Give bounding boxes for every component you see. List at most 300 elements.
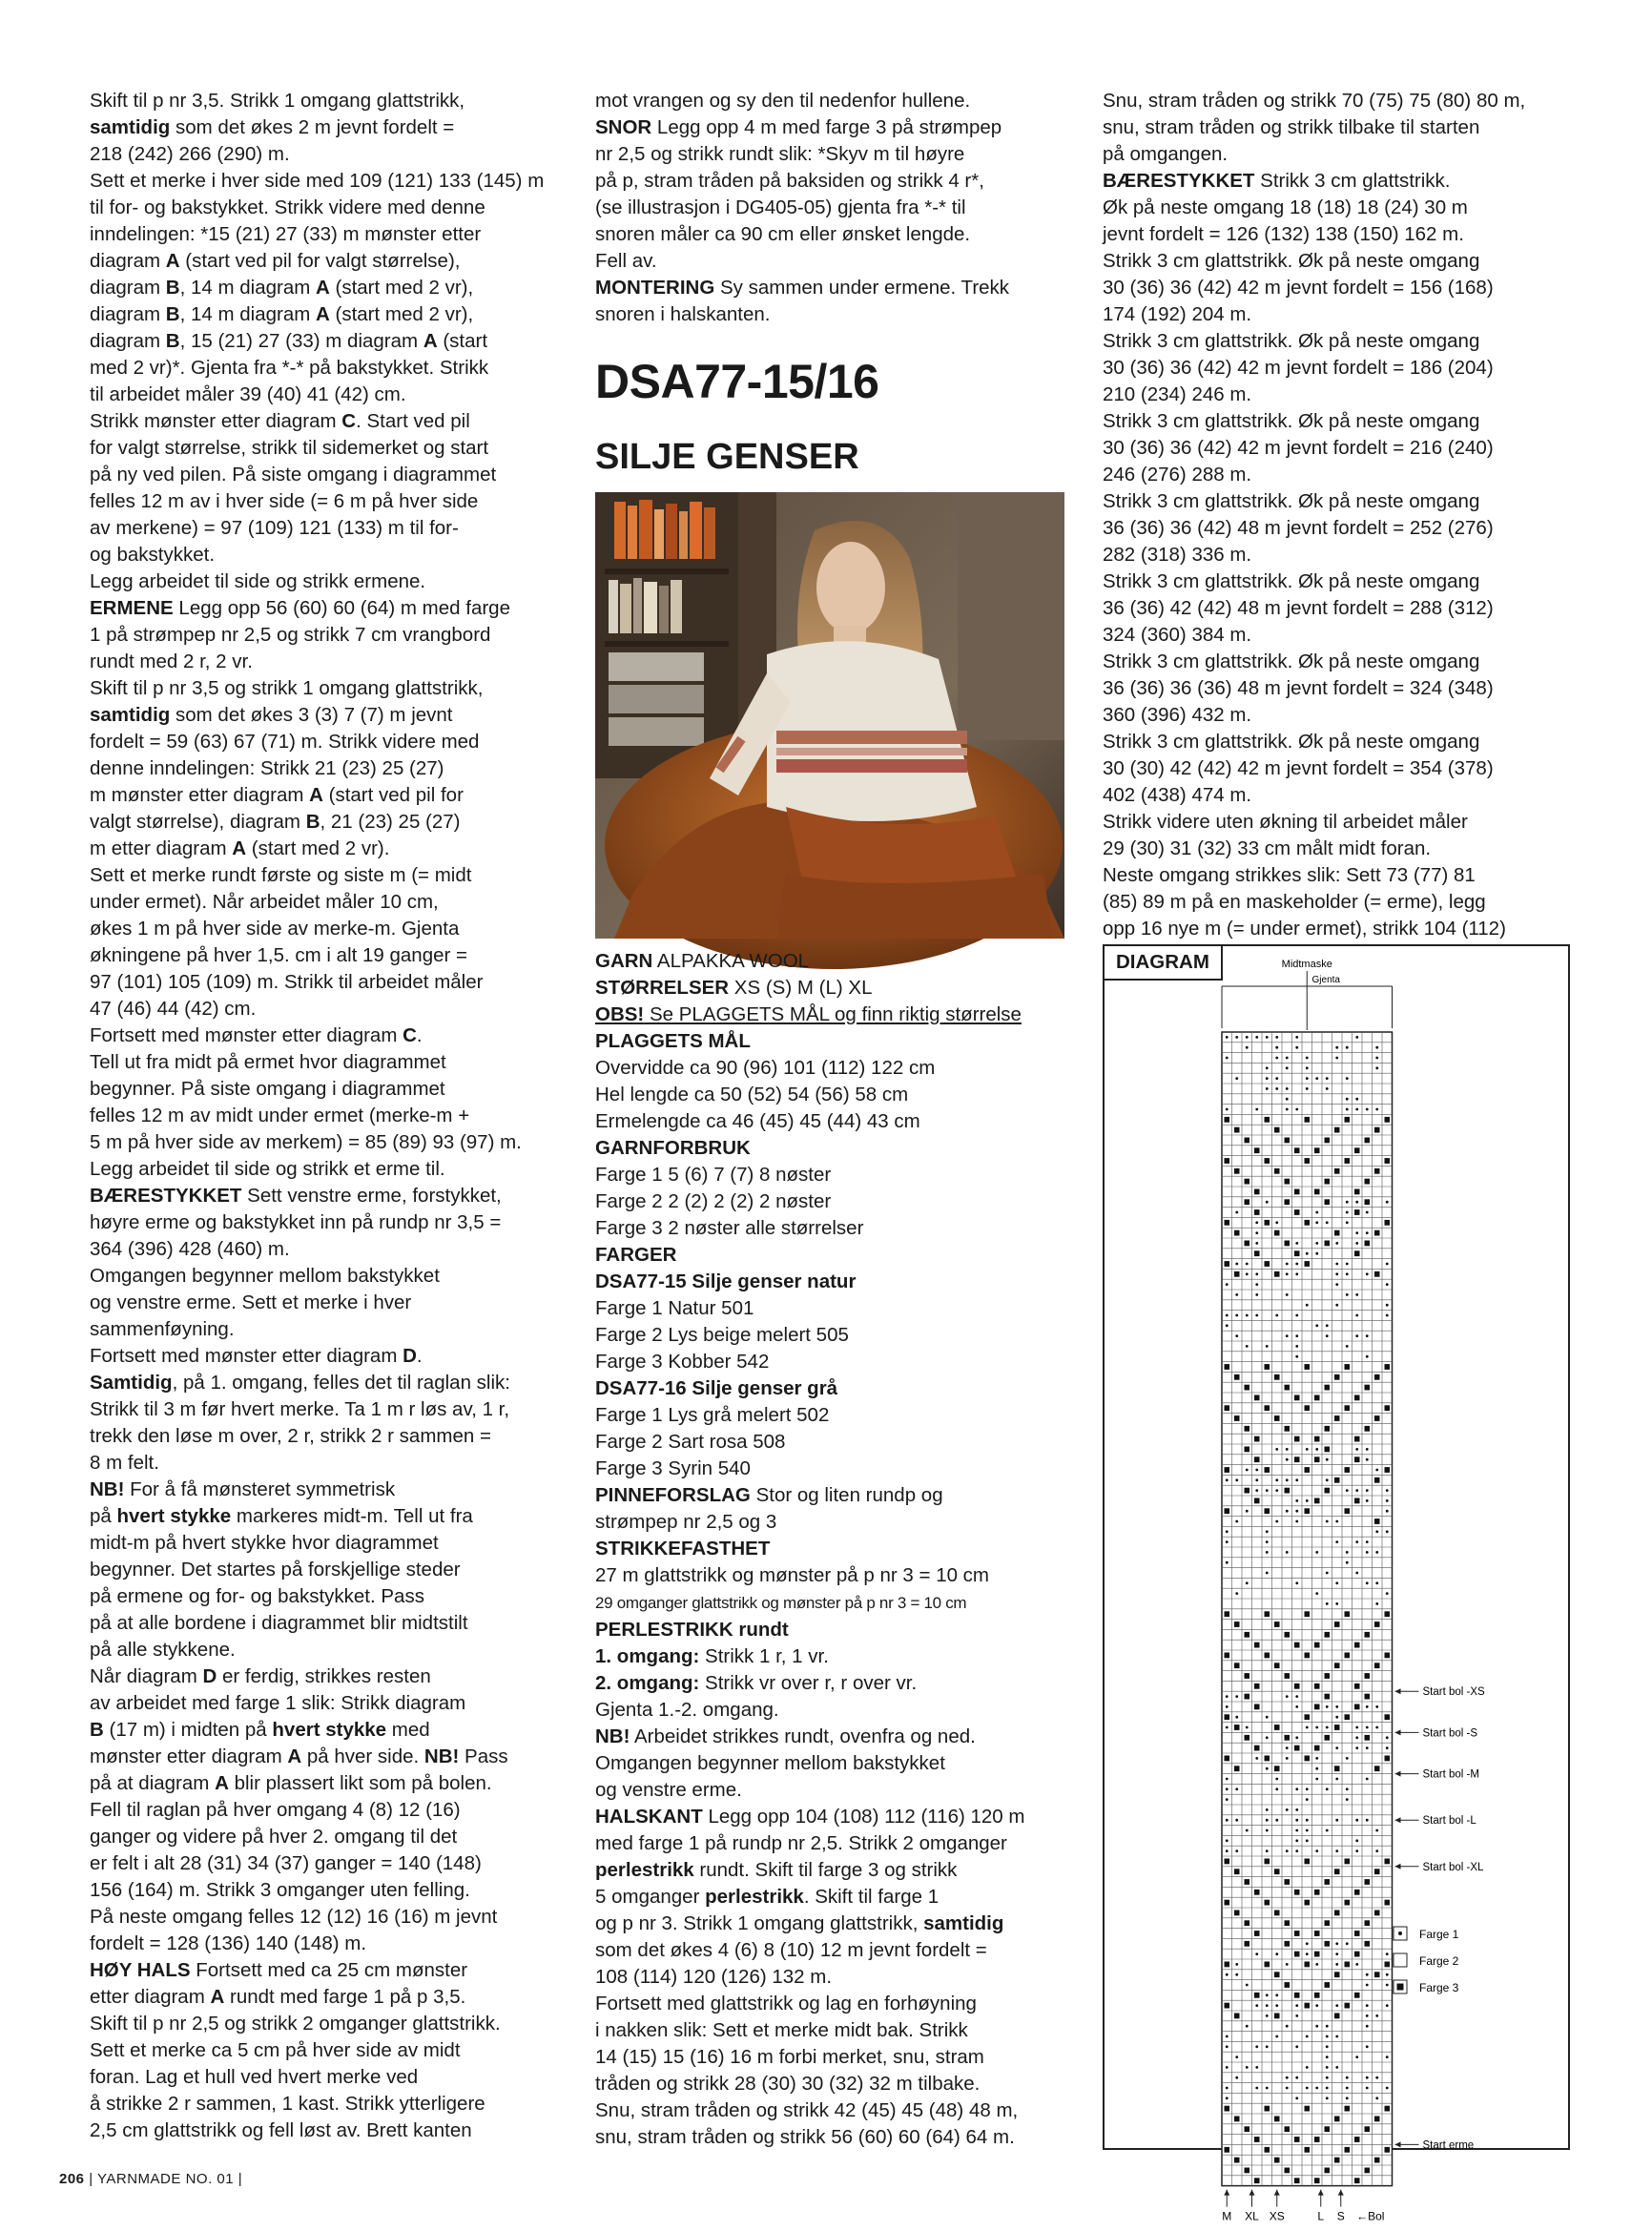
text-line: [90, 782, 567, 809]
chart-cell-farge3: [1285, 1920, 1291, 1926]
chart-cell-farge1: [1246, 1036, 1249, 1039]
chart-cell-farge3: [1325, 1199, 1331, 1205]
chart-cell-farge1: [1346, 1272, 1349, 1275]
chart-cell-farge1: [1266, 1808, 1269, 1811]
text-line: [90, 1530, 567, 1557]
chart-cell-farge1: [1226, 1695, 1229, 1698]
chart-cell-farge3: [1305, 1714, 1311, 1720]
chart-cell-farge1: [1346, 1263, 1349, 1266]
chart-cell-farge3: [1385, 1611, 1391, 1617]
chart-cell-farge1: [1235, 1592, 1238, 1595]
chart-cell-farge1: [1315, 1221, 1318, 1224]
chart-cell-farge1: [1386, 1314, 1389, 1317]
chart-cell-farge1: [1295, 1819, 1298, 1822]
chart-cell-farge3: [1285, 1488, 1291, 1494]
chart-cell-farge1: [1226, 1705, 1229, 1708]
chart-cell-farge3: [1305, 1405, 1311, 1411]
side-arrowhead: [1395, 2141, 1401, 2147]
chart-cell-farge3: [1245, 1488, 1250, 1494]
chart-cell-farge3: [1365, 2168, 1371, 2174]
chart-cell-farge3: [1354, 1250, 1360, 1256]
chart-cell-farge3: [1325, 1426, 1331, 1432]
chart-cell-farge1: [1295, 1036, 1298, 1039]
chart-cell-farge3: [1234, 1663, 1240, 1668]
chart-cell-farge3: [1325, 1632, 1331, 1638]
chart-cell-farge1: [1246, 1510, 1249, 1513]
chart-cell-farge1: [1295, 1695, 1298, 1698]
text-line: [595, 1028, 1072, 1055]
chart-cell-farge3: [1314, 2178, 1320, 2183]
chart-cell-farge1: [1246, 1984, 1249, 1987]
chart-cell-farge3: [1265, 1405, 1270, 1411]
chart-cell-farge1: [1255, 1242, 1258, 1245]
chart-cell-farge1: [1386, 1510, 1389, 1513]
chart-cell-farge3: [1345, 1117, 1351, 1123]
chart-cell-farge3: [1234, 1168, 1240, 1174]
chart-cell-farge3: [1365, 2126, 1371, 2132]
chart-cell-farge3: [1325, 1694, 1331, 1700]
legend-label: Farge 3: [1419, 1981, 1459, 1994]
chart-cell-farge1: [1246, 2025, 1249, 2028]
text-line: 324 (360) 384 m.: [1103, 624, 1252, 646]
chart-cell-farge1: [1235, 1036, 1238, 1039]
text-line: [595, 1135, 1072, 1162]
text-line: 27 m glattstrikk og mønster på p nr 3 = 10 cm: [595, 1564, 990, 1586]
text-line: mot vrangen og sy den til nedenfor hullene.: [595, 90, 971, 112]
chart-cell-farge3: [1345, 1714, 1351, 1720]
text-line: 30 (36) 36 (42) 42 m jevnt fordelt = 186 (204): [1103, 357, 1494, 379]
chart-cell-farge3: [1345, 1364, 1351, 1370]
text-line: 2,5 cm glattstrikk og fell løst av. Brett kanten: [90, 2119, 472, 2141]
chart-cell-farge3: [1325, 1488, 1331, 1494]
text-line: [90, 1717, 567, 1744]
chart-cell-farge3: [1294, 2137, 1300, 2142]
chart-cell-farge3: [1225, 2003, 1230, 2009]
chart-cell-farge3: [1385, 1117, 1391, 1123]
chart-cell-farge1: [1375, 1530, 1378, 1533]
chart-cell-farge1: [1275, 1087, 1278, 1090]
chart-cell-farge1: [1315, 1448, 1318, 1451]
text-line: på p, stram tråden på baksiden og strikk 4 r*,: [595, 170, 984, 192]
chart-cell-farge1: [1226, 2035, 1229, 2038]
chart-cell-farge1: [1375, 1551, 1378, 1554]
text-line: Farge 3 Kobber 542: [595, 1351, 770, 1373]
bottom-arrowhead: [1318, 2190, 1324, 2196]
chart-cell-farge1: [1335, 2004, 1338, 2007]
chart-cell-farge1: [1306, 2087, 1309, 2090]
text-segment: 2. omgang:: [595, 1672, 700, 1694]
chart-cell-farge1: [1235, 1716, 1238, 1719]
text-line: Snu, stram tråden og strikk 42 (45) 45 (48) 48 m,: [595, 2099, 1019, 2121]
text-line: [595, 1857, 1072, 1884]
chart-cell-farge1: [1375, 1046, 1378, 1049]
text-segment: PINNEFORSLAG: [595, 1484, 751, 1506]
text-line: (85) 89 m på en maskeholder (= erme), legg: [1103, 891, 1486, 913]
chart-cell-farge1: [1226, 1778, 1229, 1781]
chart-cell-farge3: [1265, 2147, 1270, 2153]
text-line: Sett et merke i hver side med 109 (121) 133 (145) m: [90, 170, 545, 192]
text-line: snu, stram tråden og strikk 56 (60) 60 (64) 64 m.: [595, 2126, 1015, 2148]
chart-cell-farge1: [1366, 1984, 1369, 1987]
chart-cell-farge1: [1235, 1819, 1238, 1822]
text-segment: C: [341, 410, 357, 432]
chart-cell-farge1: [1386, 2004, 1389, 2007]
text-segment: Strikk mønster etter diagram: [90, 410, 342, 432]
text-segment: A: [309, 784, 323, 806]
chart-cell-farge1: [1335, 1716, 1338, 1719]
chart-cell-farge1: [1286, 1263, 1289, 1266]
pattern-name-title: SILJE GENSER: [595, 437, 859, 477]
text-line: 36 (36) 42 (42) 48 m jevnt fordelt = 288 (312): [1103, 597, 1494, 619]
page-number: 206: [59, 2171, 85, 2187]
chart-cell-farge1: [1386, 1530, 1389, 1533]
chart-cell-farge1: [1355, 2055, 1358, 2058]
text-line: [90, 1957, 567, 1984]
chart-cell-farge3: [1314, 1931, 1320, 1936]
text-segment: som det økes 3 (3) 7 (7) m jevnt: [170, 704, 453, 726]
chart-cell-farge1: [1355, 1489, 1358, 1492]
chart-cell-farge1: [1286, 1551, 1289, 1554]
text-segment: og p nr 3. Strikk 1 omgang glattstrikk,: [595, 1912, 924, 1934]
text-segment: 5 omganger: [595, 1886, 706, 1908]
text-line: 1 på strømpep nr 2,5 og strikk 7 cm vrangbord: [90, 624, 491, 646]
text-segment: B: [165, 277, 180, 299]
pattern-code-title: DSA77-15/16: [595, 355, 879, 408]
chart-cell-farge3: [1265, 1508, 1270, 1514]
chart-cell-farge1: [1255, 1231, 1258, 1234]
text-line: Gjenta 1.-2. omgang.: [595, 1699, 779, 1721]
chart-cell-farge1: [1235, 1973, 1238, 1976]
chart-cell-farge1: [1355, 1242, 1358, 1245]
chart-cell-farge1: [1226, 2087, 1229, 2090]
text-line: [90, 809, 567, 836]
chart-cell-farge1: [1366, 1489, 1369, 1492]
side-arrowhead: [1395, 1688, 1401, 1694]
chart-cell-farge1: [1355, 1726, 1358, 1729]
chart-cell-farge3: [1245, 1735, 1250, 1741]
chart-cell-farge1: [1266, 2045, 1269, 2048]
chart-cell-farge1: [1306, 1304, 1309, 1307]
text-line: jevnt fordelt = 126 (132) 138 (150) 162 m.: [1103, 223, 1464, 245]
chart-cell-farge1: [1386, 1499, 1389, 1502]
chart-cell-farge1: [1235, 1263, 1238, 1266]
chart-cell-farge3: [1385, 1364, 1391, 1370]
text-segment: C: [403, 1024, 417, 1046]
chart-cell-farge1: [1335, 1705, 1338, 1708]
chart-cell-farge1: [1306, 1087, 1309, 1090]
text-segment: MONTERING: [595, 277, 715, 299]
chart-cell-farge1: [1366, 1540, 1369, 1543]
text-line: Farge 3 Syrin 540: [595, 1457, 751, 1479]
chart-cell-farge1: [1355, 1963, 1358, 1966]
text-line: fordelt = 59 (63) 67 (71) m. Strikk videre med: [90, 731, 480, 753]
text-segment: ERMENE: [90, 597, 174, 619]
chart-cell-farge1: [1266, 1489, 1269, 1492]
chart-cell-farge3: [1334, 1622, 1340, 1627]
chart-cell-farge1: [1335, 1819, 1338, 1822]
text-line: [90, 836, 567, 862]
text-line: med farge 1 på rundp nr 2,5. Strikk 2 omganger: [595, 1832, 1007, 1854]
chart-cell-farge3: [1305, 1364, 1311, 1370]
legend-label: Farge 2: [1419, 1954, 1459, 1968]
chart-cell-farge1: [1226, 1283, 1229, 1286]
chart-cell-farge1: [1235, 1478, 1238, 1481]
text-line: 47 (46) 44 (42) cm.: [90, 998, 257, 1020]
text-line: Sett et merke ca 5 cm på hver side av midt: [90, 2039, 461, 2061]
text-segment: diagram: [90, 330, 166, 352]
chart-cell-farge1: [1366, 1819, 1369, 1822]
chart-cell-farge3: [1294, 1993, 1300, 1998]
chart-cell-farge1: [1226, 1787, 1229, 1790]
chart-cell-farge3: [1245, 1199, 1250, 1205]
text-line: 360 (396) 432 m.: [1103, 704, 1252, 726]
chart-cell-farge3: [1234, 1374, 1240, 1380]
text-line: 210 (234) 246 m.: [1103, 383, 1252, 405]
text-line: til arbeidet måler 39 (40) 41 (42) cm.: [90, 383, 406, 405]
text-line: [595, 1643, 1072, 1670]
chart-cell-farge1: [1386, 1736, 1389, 1739]
chart-cell-farge1: [1335, 1746, 1338, 1749]
text-segment: GARN: [595, 950, 653, 972]
chart-cell-farge3: [1225, 1859, 1230, 1865]
chart-cell-farge1: [1375, 1829, 1378, 1832]
text-column-2: [595, 88, 1072, 2151]
text-line: og bakstykket.: [90, 544, 216, 566]
chart-cell-farge1: [1295, 2045, 1298, 2048]
chart-cell-farge1: [1295, 1263, 1298, 1266]
chart-cell-farge1: [1355, 1231, 1358, 1234]
chart-cell-farge3: [1374, 1230, 1380, 1236]
chart-cell-farge3: [1305, 1261, 1311, 1267]
chart-cell-farge1: [1295, 1345, 1298, 1348]
chart-cell-farge1: [1346, 1798, 1349, 1801]
chart-cell-farge3: [1325, 1447, 1331, 1453]
text-segment: på at diagram: [90, 1772, 216, 1794]
chart-cell-farge1: [1255, 1293, 1258, 1296]
chart-cell-farge3: [1265, 1158, 1270, 1164]
bottom-label: ←Bol: [1356, 2209, 1385, 2223]
chart-cell-farge1: [1375, 1057, 1378, 1060]
text-segment: Sett venstre erme, forstykket,: [241, 1185, 502, 1207]
chart-cell-farge1: [1255, 1036, 1258, 1039]
chart-cell-farge1: [1275, 1036, 1278, 1039]
text-line: Strikk 3 cm glattstrikk. Øk på neste omgang: [1103, 570, 1480, 592]
chart-cell-farge1: [1346, 1293, 1349, 1296]
chart-cell-farge1: [1315, 1757, 1318, 1760]
chart-cell-farge1: [1295, 1242, 1298, 1245]
chart-cell-farge1: [1315, 1551, 1318, 1554]
chart-cell-farge1: [1266, 1530, 1269, 1533]
chart-cell-farge1: [1386, 1952, 1389, 1955]
chart-cell-farge1: [1355, 1839, 1358, 1842]
text-segment: SNOR: [595, 116, 652, 138]
text-line: 246 (276) 288 m.: [1103, 464, 1252, 485]
chart-cell-farge1: [1275, 1448, 1278, 1451]
chart-cell-farge3: [1294, 2178, 1300, 2183]
chart-cell-farge1: [1295, 2004, 1298, 2007]
text-line: foran. Lag et hull ved hvert merke ved: [90, 2066, 419, 2088]
chart-cell-farge1: [1326, 1077, 1329, 1080]
text-segment: NB!: [595, 1725, 630, 1747]
text-line: økes 1 m på hver side av merke-m. Gjenta: [90, 918, 460, 940]
chart-cell-farge3: [1294, 1147, 1300, 1153]
chart-cell-farge3: [1265, 1756, 1270, 1762]
chart-cell-farge1: [1335, 1242, 1338, 1245]
chart-cell-farge1: [1386, 1973, 1389, 1976]
text-segment: midt-m på hvert stykke hvor diagrammet: [90, 1532, 439, 1554]
chart-cell-farge1: [1326, 2035, 1329, 2038]
chart-cell-farge3: [1334, 1415, 1340, 1421]
chart-cell-farge3: [1354, 1189, 1360, 1195]
chart-cell-farge3: [1314, 1456, 1320, 1462]
text-line: 30 (36) 36 (42) 42 m jevnt fordelt = 216 (240): [1103, 437, 1494, 459]
text-line: [595, 1724, 1072, 1750]
text-line: 108 (114) 120 (126) 132 m.: [595, 1966, 833, 1988]
chart-cell-farge1: [1355, 1314, 1358, 1317]
text-line: 402 (438) 474 m.: [1103, 784, 1252, 806]
text-line: Legg arbeidet til side og strikk ermene.: [90, 570, 426, 592]
chart-cell-farge3: [1374, 1477, 1380, 1483]
chart-cell-farge1: [1295, 1829, 1298, 1832]
text-line: av merkene) = 97 (109) 121 (133) m til for-: [90, 517, 459, 539]
chart-cell-farge3: [1274, 1911, 1280, 1916]
chart-cell-farge3: [1254, 1250, 1260, 1256]
text-segment: diagram: [90, 303, 166, 325]
chart-cell-farge3: [1294, 1395, 1300, 1401]
chart-cell-farge1: [1335, 1046, 1338, 1049]
chart-cell-farge1: [1375, 1602, 1378, 1605]
chart-cell-farge1: [1295, 1736, 1298, 1739]
chart-cell-farge3: [1305, 1900, 1311, 1906]
text-line: [90, 408, 567, 435]
text-segment: Fortsett med mønster etter diagram: [90, 1345, 403, 1367]
text-segment: Stor og liten rundp og: [750, 1484, 943, 1506]
chart-cell-farge1: [1266, 1829, 1269, 1832]
chart-cell-farge1: [1266, 1540, 1269, 1543]
chart-cell-farge1: [1306, 1829, 1309, 1832]
text-line: av arbeidet med farge 1 slik: Strikk diagram: [90, 1692, 466, 1714]
text-line: i nakken slik: Sett et merke midt bak. Strikk: [595, 2019, 968, 2041]
text-line: Fortsett med glattstrikk og lag en forhøyning: [595, 1993, 977, 2014]
chart-cell-farge3: [1374, 2158, 1380, 2163]
chart-cell-farge3: [1314, 1498, 1320, 1504]
chart-cell-farge3: [1274, 1230, 1280, 1236]
chart-cell-farge1: [1226, 1530, 1229, 1533]
chart-cell-farge1: [1326, 2087, 1329, 2090]
text-segment: Arbeidet strikkes rundt, ovenfra og ned.: [630, 1725, 976, 1747]
bottom-label: M: [1222, 2209, 1232, 2223]
chart-cell-farge1: [1266, 1767, 1269, 1770]
chart-cell-farge1: [1346, 1787, 1349, 1790]
chart-cell-farge1: [1275, 1819, 1278, 1822]
chart-cell-farge3: [1354, 1209, 1360, 1215]
chart-cell-farge1: [1226, 2045, 1229, 2048]
chart-cell-farge1: [1326, 1726, 1329, 1729]
text-line: på ermene og for- og bakstykket. Pass: [90, 1585, 424, 1607]
chart-cell-farge1: [1275, 1993, 1278, 1996]
chart-cell-farge3: [1365, 1426, 1371, 1432]
chart-cell-farge3: [1374, 1271, 1380, 1277]
text-segment: PERLESTRIKK rundt: [595, 1619, 789, 1641]
text-line: Sett et merke rundt første og siste m (= midt: [90, 864, 472, 886]
chart-cell-farge3: [1305, 1117, 1311, 1123]
chart-cell-farge1: [1286, 1849, 1289, 1852]
bottom-arrowhead: [1274, 2190, 1280, 2196]
chart-cell-farge3: [1254, 1642, 1260, 1648]
text-segment: (start: [437, 330, 488, 352]
chart-cell-farge1: [1326, 1324, 1329, 1327]
text-segment: DSA77-15 Silje genser natur: [595, 1270, 857, 1292]
chart-cell-farge3: [1365, 1920, 1371, 1926]
chart-cell-farge3: [1245, 1920, 1250, 1926]
chart-cell-farge1: [1375, 1849, 1378, 1852]
chart-cell-farge1: [1326, 1478, 1329, 1481]
chart-cell-farge1: [1266, 1551, 1269, 1554]
side-label: Start bol -XL: [1422, 1861, 1484, 1873]
chart-cell-farge1: [1366, 2014, 1369, 2017]
legend-square: [1397, 1984, 1404, 1991]
text-segment: XS (S) M (L) XL: [729, 977, 873, 999]
chart-cell-farge1: [1246, 1046, 1249, 1049]
chart-cell-farge3: [1294, 1890, 1300, 1895]
chart-cell-farge1: [1326, 2066, 1329, 2069]
chart-cell-farge3: [1325, 1941, 1331, 1947]
text-line: Strikk til 3 m før hvert merke. Ta 1 m r løs av, 1 r,: [90, 1398, 510, 1420]
text-segment: HØY HALS: [90, 1959, 191, 1981]
chart-cell-farge1: [1295, 1787, 1298, 1790]
side-arrowhead: [1395, 1771, 1401, 1777]
chart-cell-farge1: [1386, 1263, 1389, 1266]
chart-cell-farge1: [1226, 2066, 1229, 2069]
chart-cell-farge1: [1315, 1849, 1318, 1852]
text-line: inndelingen: *15 (21) 27 (33) m mønster etter: [90, 223, 482, 245]
chart-cell-farge3: [1265, 1611, 1270, 1617]
chart-cell-farge1: [1355, 1036, 1358, 1039]
chart-cell-farge3: [1234, 1271, 1240, 1277]
chart-cell-farge1: [1226, 1849, 1229, 1852]
chart-cell-farge1: [1226, 1561, 1229, 1564]
chart-cell-farge1: [1355, 1098, 1358, 1101]
chart-cell-farge3: [1365, 1735, 1371, 1741]
text-segment: . Skift til farge 1: [803, 1886, 940, 1908]
text-segment: A: [316, 303, 330, 325]
chart-cell-farge3: [1225, 1405, 1230, 1411]
chart-cell-farge1: [1375, 1581, 1378, 1584]
chart-cell-farge3: [1385, 2147, 1391, 2153]
chart-cell-farge1: [1326, 1087, 1329, 1090]
chart-cell-farge1: [1306, 1057, 1309, 1060]
chart-cell-farge3: [1345, 2147, 1351, 2153]
chart-cell-farge1: [1315, 2004, 1318, 2007]
text-line: [595, 1884, 1072, 1911]
chart-cell-farge3: [1354, 1395, 1360, 1401]
chart-cell-farge1: [1326, 2045, 1329, 2048]
chart-cell-farge1: [1275, 1077, 1278, 1080]
chart-cell-farge1: [1246, 1469, 1249, 1472]
text-line: på omgangen.: [1103, 143, 1229, 165]
chart-cell-farge3: [1265, 1900, 1270, 1906]
chart-cell-farge1: [1295, 1355, 1298, 1358]
chart-cell-farge1: [1335, 1581, 1338, 1584]
text-segment: (start med 2 vr),: [329, 277, 474, 299]
chart-cell-farge1: [1226, 1057, 1229, 1060]
chart-cell-farge3: [1385, 1220, 1391, 1226]
chart-cell-farge1: [1326, 1602, 1329, 1605]
chart-cell-farge1: [1266, 2004, 1269, 2007]
chart-cell-farge3: [1365, 1385, 1371, 1391]
text-line: Hel lengde ca 50 (52) 54 (56) 58 cm: [595, 1084, 909, 1105]
side-label: Start bol -S: [1422, 1727, 1478, 1740]
